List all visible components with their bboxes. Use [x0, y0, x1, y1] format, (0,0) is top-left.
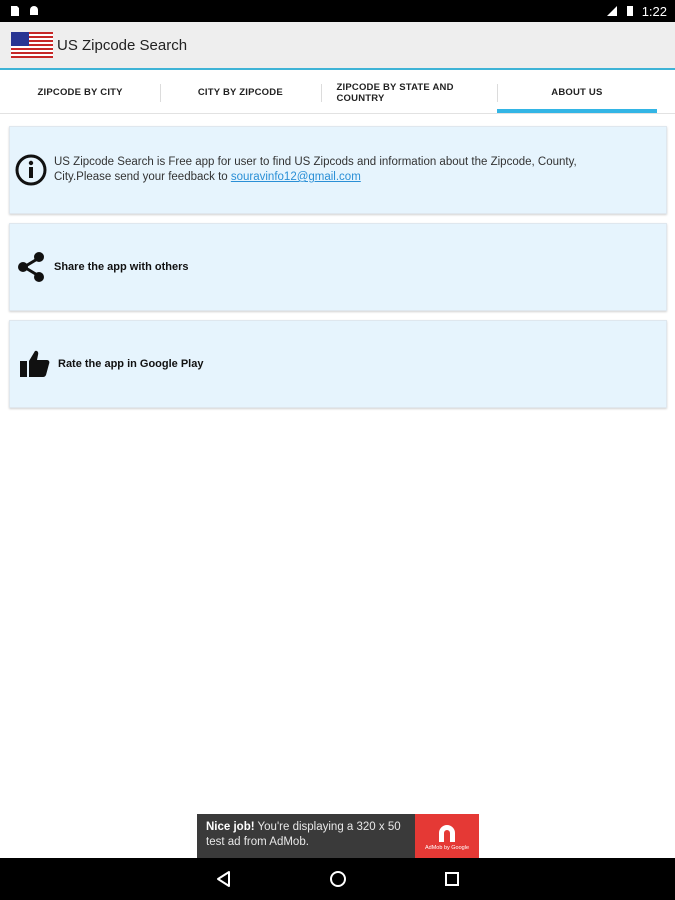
status-bar [0, 0, 675, 22]
about-info-card [9, 126, 667, 214]
share-label: Share the app with others [54, 260, 189, 273]
rate-app-card[interactable] [9, 320, 667, 408]
navigation-bar [0, 858, 675, 900]
signal-icon [606, 5, 618, 17]
us-flag-icon [11, 32, 53, 58]
recents-icon [444, 871, 460, 887]
tab-about-us[interactable] [497, 72, 675, 113]
feedback-email-link[interactable]: souravinfo12@gmail.com [230, 171, 361, 183]
back-button[interactable] [213, 868, 235, 890]
tab-label: ABOUT US [551, 87, 603, 98]
info-description: US Zipcode Search is Free app for user to find US Zipcods and information about the Zipcode, County, City.Please send your feedback to [54, 156, 577, 183]
app-bar [0, 22, 675, 70]
battery-icon [624, 5, 636, 17]
share-icon [14, 250, 48, 284]
sd-card-icon [8, 5, 20, 17]
back-icon [215, 870, 233, 888]
app-title: US Zipcode Search [57, 36, 188, 54]
tab-label: ZIPCODE BY CITY [37, 87, 123, 98]
info-icon [14, 153, 48, 187]
ad-text [197, 814, 415, 858]
admob-icon [436, 822, 458, 844]
tab-label: CITY BY ZIPCODE [197, 87, 283, 98]
ad-headline: Nice job! [206, 821, 255, 833]
tab-label: ZIPCODE BY STATE AND COUNTRY [336, 81, 454, 104]
tab-zipcode-by-city[interactable] [0, 72, 160, 113]
recents-button[interactable] [441, 868, 463, 890]
share-app-card[interactable] [9, 223, 667, 311]
ad-body: You're displaying a 320 x 50 test ad from AdMob. [206, 821, 401, 848]
home-icon [329, 870, 347, 888]
tab-city-by-zipcode[interactable] [160, 72, 320, 113]
admob-logo [415, 814, 479, 858]
home-button[interactable] [327, 868, 349, 890]
status-time: 1:22 [641, 3, 667, 19]
thumbs-up-icon [18, 347, 52, 381]
ad-banner[interactable] [197, 814, 479, 858]
android-icon [28, 5, 40, 17]
admob-logo-label: AdMob by Google [424, 844, 470, 851]
tab-bar [0, 72, 675, 114]
about-info-text [54, 155, 624, 185]
tab-zipcode-by-state-and-country[interactable] [321, 72, 497, 113]
rate-label: Rate the app in Google Play [58, 357, 204, 370]
